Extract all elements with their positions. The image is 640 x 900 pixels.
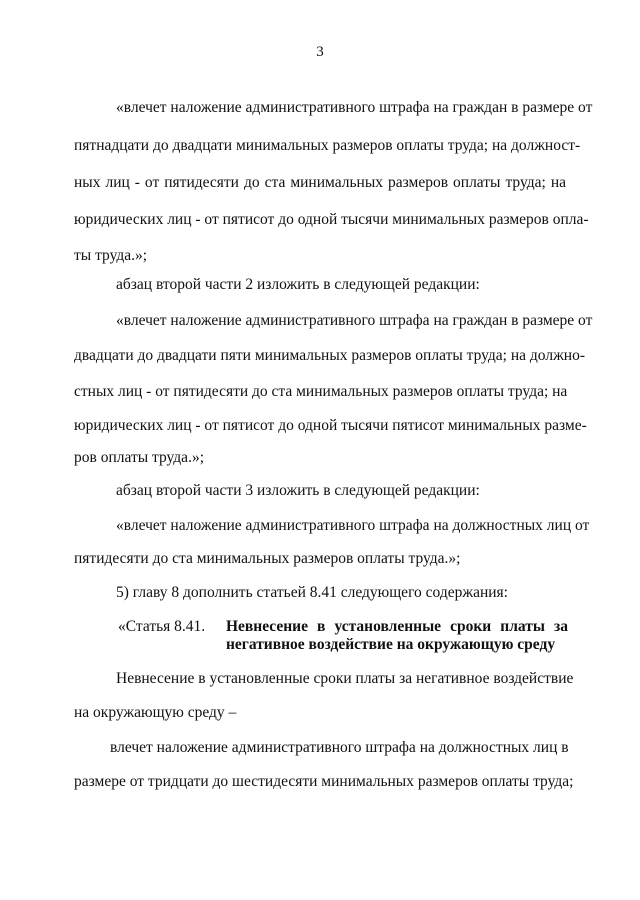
paragraph-line: абзац второй части 3 изложить в следующей редакции: — [116, 482, 480, 499]
page-number: 3 — [316, 44, 324, 60]
article-title-line1: Невнесение в установленные сроки платы за — [226, 618, 568, 635]
paragraph-line: «влечет наложение административного штрафа на должностных лиц от — [116, 517, 590, 534]
article-number: «Статья 8.41. — [118, 618, 206, 635]
paragraph-line: «влечет наложение административного штрафа на граждан в размере от — [116, 312, 593, 329]
paragraph-line: «влечет наложение административного штрафа на граждан в размере от — [116, 99, 593, 116]
paragraph-line: стных лиц - от пятидесяти до ста минимальных размеров оплаты труда; на — [74, 383, 568, 400]
article-heading — [118, 618, 568, 654]
paragraph-line: 5) главу 8 дополнить статьей 8.41 следующего содержания: — [116, 584, 508, 601]
paragraph-line: ты труда.»; — [74, 247, 148, 264]
article-title-line2: негативное воздействие на окружающую среду — [226, 636, 556, 653]
paragraph-line: абзац второй части 2 изложить в следующей редакции: — [116, 276, 480, 293]
paragraph-line: Невнесение в установленные сроки платы за негативное воздействие — [116, 670, 574, 687]
paragraph-line: влечет наложение административного штрафа на должностных лиц в — [110, 739, 569, 756]
paragraph-line: двадцати до двадцати пяти минимальных размеров оплаты труда; на должно- — [74, 347, 585, 364]
paragraph-line: юридических лиц - от пятисот до одной тысячи минимальных размеров опла- — [74, 211, 589, 228]
paragraph-line: на окружающую среду – — [74, 704, 237, 721]
paragraph-line: юридических лиц - от пятисот до одной тысячи пятисот минимальных разме- — [74, 417, 587, 434]
paragraph-line: ных лиц - от пятидесяти до ста минимальных размеров оплаты труда; на — [74, 174, 566, 191]
paragraph-line: размере от тридцати до шестидесяти минимальных размеров оплаты труда; — [74, 773, 574, 790]
paragraph-line: ров оплаты труда.»; — [74, 449, 204, 466]
paragraph-line: пятнадцати до двадцати минимальных размеров оплаты труда; на должност- — [74, 137, 581, 154]
paragraph-line: пятидесяти до ста минимальных размеров оплаты труда.»; — [74, 550, 461, 567]
